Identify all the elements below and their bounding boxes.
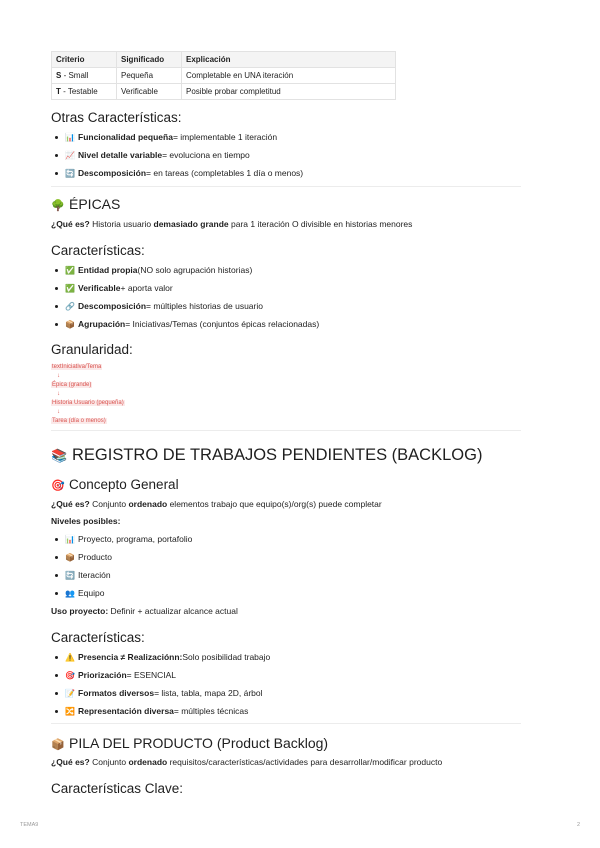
criterion-name: - Small [61, 71, 89, 80]
down-arrow-icon: ↓ [57, 373, 60, 379]
list-item: 📝 Formatos diversos = lista, tabla, mapa 2D, árbol [55, 688, 263, 698]
check-icon: ✅ [65, 265, 75, 275]
section-heading: Características: [51, 243, 145, 258]
section-heading: 🎯 Concepto General [51, 477, 179, 492]
package-icon: 📦 [51, 739, 65, 751]
section-heading: 🌳 ÉPICAS [51, 196, 121, 212]
target-icon: 🎯 [65, 670, 75, 680]
criteria-table [51, 51, 396, 100]
section-heading: 📦 PILA DEL PRODUCTO (Product Backlog) [51, 735, 329, 751]
chart-icon: 📊 [65, 534, 75, 544]
list-item: 🔄 Descomposición = en tareas (completables 1 día o menos) [55, 168, 303, 178]
table-cell [52, 84, 117, 100]
check-icon: ✅ [65, 283, 75, 293]
table-cell [52, 68, 117, 84]
table-header-row [52, 52, 396, 68]
shuffle-icon: 🔀 [65, 706, 75, 716]
niveles-label: Niveles posibles: [51, 516, 121, 526]
divider [51, 186, 521, 187]
section-heading: Características Clave: [51, 781, 184, 796]
cycle-icon: 🔄 [65, 168, 75, 178]
down-arrow-icon: ↓ [57, 409, 60, 415]
section-heading: Granularidad: [51, 342, 133, 357]
list-item: 📊 Funcionalidad pequeña = implementable 1 iteración [55, 132, 277, 142]
warning-icon: ⚠️ [65, 652, 75, 662]
list-item: 📦 Agrupación = Iniciativas/Temas (conjuntos épicas relacionadas) [55, 319, 319, 329]
section-heading: Otras Características: [51, 110, 182, 125]
chart-icon: 📊 [65, 132, 75, 142]
table-cell: Completable en UNA iteración [182, 68, 396, 84]
definition-text: ¿Qué es? Conjunto ordenado elementos trabajo que equipo(s)/org(s) puede completar [51, 499, 382, 509]
table-cell: Verificable [117, 84, 182, 100]
table-cell: Pequeña [117, 68, 182, 84]
package-icon: 📦 [65, 552, 75, 562]
footer-label: TEMA9 [20, 822, 39, 828]
table-row [52, 68, 396, 84]
criterion-name: - Testable [60, 87, 98, 96]
table-cell: Posible probar completitud [182, 84, 396, 100]
list-item: 👥 Equipo [55, 588, 104, 598]
list-item: 🔗 Descomposición = múltiples historias de usuario [55, 301, 263, 311]
page-section-title: 📚 REGISTRO DE TRABAJOS PENDIENTES (BACKLOG) [51, 446, 483, 464]
list-item: 🔄 Iteración [55, 570, 111, 580]
section-heading: Características: [51, 630, 145, 645]
table-row [52, 84, 396, 100]
granularity-code-block [51, 363, 125, 426]
code-line: Épica (grande) [52, 382, 92, 388]
divider [51, 723, 521, 724]
down-arrow-icon: ↓ [57, 391, 60, 397]
target-icon: 🎯 [51, 480, 65, 492]
uso-text: Uso proyecto: Definir + actualizar alcance actual [51, 606, 238, 616]
tree-icon: 🌳 [51, 200, 65, 212]
trend-icon: 📈 [65, 150, 75, 160]
page-number: 2 [576, 822, 580, 828]
definition-text: ¿Qué es? Conjunto ordenado requisitos/características/actividades para desarrollar/modificar producto [51, 757, 443, 767]
list-item: 📈 Nivel detalle variable = evoluciona en tiempo [55, 150, 250, 160]
criterion-letter: T [56, 87, 61, 96]
list-item: ✅ Entidad propia (NO solo agrupación historias) [55, 265, 252, 275]
cycle-icon: 🔄 [65, 570, 75, 580]
code-line: Historia Usuario (pequeña) [52, 400, 124, 406]
books-icon: 📚 [51, 448, 68, 463]
team-icon: 👥 [65, 588, 75, 598]
link-icon: 🔗 [65, 301, 75, 311]
divider [51, 430, 521, 431]
table-header: Criterio [52, 52, 117, 68]
list-item: ✅ Verificable + aporta valor [55, 283, 173, 293]
code-line: textIniciativa/Tema [52, 364, 102, 370]
table-header: Explicación [182, 52, 396, 68]
code-line: Tarea (día o menos) [52, 418, 106, 424]
table-header: Significado [117, 52, 182, 68]
list-item: 📊 Proyecto, programa, portafolio [55, 534, 192, 544]
list-item: ⚠️ Presencia ≠ Realizaciónn: Solo posibilidad trabajo [55, 652, 270, 662]
list-item: 📦 Producto [55, 552, 112, 562]
memo-icon: 📝 [65, 688, 75, 698]
criterion-letter: S [56, 71, 62, 80]
definition-text: ¿Qué es? Historia usuario demasiado grande para 1 iteración O divisible en historias menores [51, 219, 413, 229]
list-item: 🔀 Representación diversa = múltiples técnicas [55, 706, 248, 716]
list-item: 🎯 Priorización = ESENCIAL [55, 670, 176, 680]
package-icon: 📦 [65, 319, 75, 329]
